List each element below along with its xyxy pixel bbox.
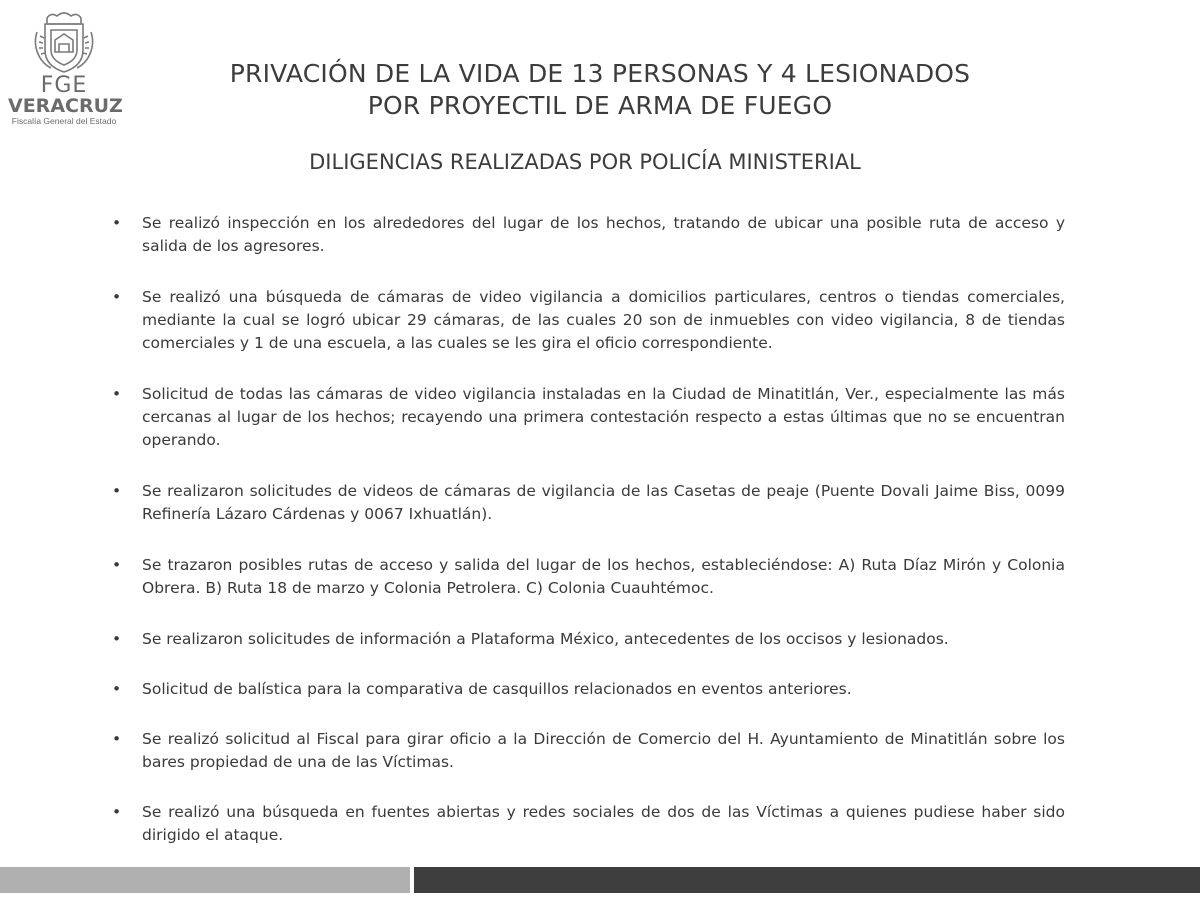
list-item: [112, 801, 1065, 847]
bullet-icon: •: [112, 482, 122, 500]
page-title: [160, 58, 1040, 122]
bullet-icon: •: [112, 680, 122, 698]
logo-veracruz-text: VERACRUZ: [8, 95, 123, 117]
bullet-icon: •: [112, 630, 122, 648]
list-item-text: Se realizó solicitud al Fiscal para girar oficio a la Dirección de Comercio del H. Ayuntamiento de Minatitlán sobre los bares propiedad de una de las Víctimas.: [142, 730, 1065, 771]
list-item-text: Solicitud de todas las cámaras de video vigilancia instaladas en la Ciudad de Minatitlán, Ver., especialmente las más cercanas al lugar de los hechos; recayendo una primera contestación respecto a estas últimas que no se encuentran operando.: [142, 385, 1065, 449]
bullet-icon: •: [112, 385, 122, 403]
list-item-text: Se realizaron solicitudes de información a Plataforma México, antecedentes de los occisos y lesionados.: [142, 630, 949, 648]
list-item-text: Se realizaron solicitudes de videos de cámaras de vigilancia de las Casetas de peaje (Puente Dovali Jaime Biss, 0099 Refinería Lázaro Cárdenas y 0067 Ixhuatlán).: [142, 482, 1065, 523]
list-item-text: Se realizó inspección en los alrededores del lugar de los hechos, tratando de ubicar una posible ruta de acceso y salida de los agresores.: [142, 214, 1065, 255]
title-line-2: POR PROYECTIL DE ARMA DE FUEGO: [367, 91, 833, 120]
list-item-text: Solicitud de balística para la comparativa de casquillos relacionados en eventos anteriores.: [142, 680, 852, 698]
bullet-icon: •: [112, 556, 122, 574]
list-item: [112, 383, 1065, 452]
title-line-1: PRIVACIÓN DE LA VIDA DE 13 PERSONAS Y 4 LESIONADOS: [229, 59, 971, 88]
footer-bar-dark: [414, 867, 1200, 893]
bullet-icon: •: [112, 803, 122, 821]
logo-fiscalia-text: Fiscalía General del Estado: [11, 116, 117, 126]
footer-bar-light: [0, 867, 410, 893]
list-item: [112, 480, 1065, 526]
list-item: [112, 628, 1065, 651]
list-item-text: Se realizó una búsqueda de cámaras de video vigilancia a domicilios particulares, centros o tiendas comerciales, mediante la cual se logró ubicar 29 cámaras, de las cuales 20 son de inmuebles con video vigilancia, 8 de tiendas comerciales y 1 de una escuela, a las cuales se les gira el oficio correspondiente.: [142, 288, 1065, 352]
bullet-icon: •: [112, 288, 122, 306]
list-item: [112, 678, 1065, 701]
list-item: [112, 554, 1065, 600]
page-subtitle: DILIGENCIAS REALIZADAS POR POLICÍA MINISTERIAL: [309, 150, 861, 174]
list-item: [112, 212, 1065, 258]
logo-fge-text: FGE: [40, 73, 88, 98]
list-item: [112, 728, 1065, 774]
list-item-text: Se trazaron posibles rutas de acceso y salida del lugar de los hechos, estableciéndose: A) Ruta Díaz Mirón y Colonia Obrera. B) Ruta 18 de marzo y Colonia Petrolera. C) Colonia Cuauhtémoc.: [142, 556, 1065, 597]
diligence-list: [112, 212, 1065, 847]
fge-veracruz-logo: [8, 10, 123, 130]
coat-of-arms-icon: [29, 10, 99, 74]
list-item: [112, 286, 1065, 355]
bullet-icon: •: [112, 214, 122, 232]
bullet-icon: •: [112, 730, 122, 748]
list-item-text: Se realizó una búsqueda en fuentes abiertas y redes sociales de dos de las Víctimas a quienes pudiese haber sido dirigido el ataque.: [142, 803, 1065, 844]
